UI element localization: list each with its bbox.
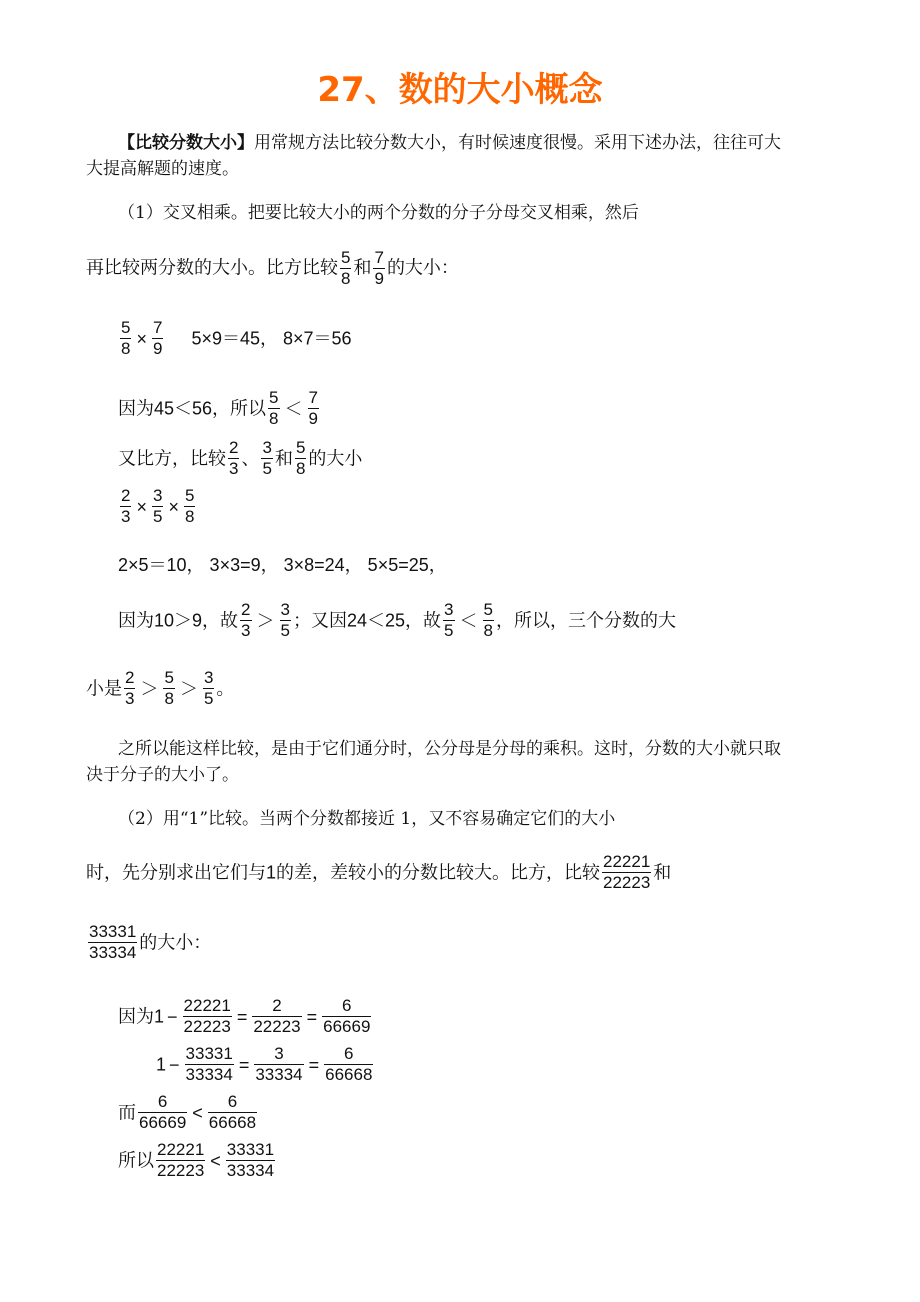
calc-text: 5×9＝45， 8×7＝56 — [191, 328, 352, 349]
text: 再比较两分数的大小。比方比较 — [86, 257, 338, 278]
fraction: $\frac{2}{3}$ — [229, 438, 239, 478]
text: 的大小： — [386, 257, 459, 278]
minus-sign: − — [169, 1054, 180, 1075]
fraction: $\frac{5}{8}$ — [269, 388, 279, 428]
intro-line-2: 大提高解题的速度。 — [86, 159, 239, 179]
text: 和 — [353, 257, 372, 278]
fraction: $\frac{2}{3}$ — [241, 600, 251, 640]
fraction: $\frac{7}{9}$ — [152, 318, 163, 358]
lt-sign: ＜ — [284, 398, 303, 419]
text: 因为10＞9，故 — [118, 610, 239, 631]
text: 1 — [156, 1054, 167, 1075]
text: 小是 — [86, 678, 122, 699]
times-sign: × — [136, 328, 147, 349]
text: 时，先分别求出它们与1的差，差较小的分数比较大。比方，比较 — [86, 862, 601, 883]
calc-row-1 — [118, 996, 373, 1037]
explain-line-1: 之所以能这样比较，是由于它们通分时，公分母是分母的乘积。这时，分数的大小就只取 — [118, 739, 781, 759]
fraction: $\frac{3}{5}$ — [203, 668, 214, 708]
products-row: 2×5＝10， 3×3=9， 3×8=24， 5×5=25， — [118, 555, 447, 575]
lt-sign: ＜ — [459, 610, 478, 631]
cross-multiply-row — [118, 318, 352, 359]
fraction: $\frac{22221}{22223}$ — [183, 996, 231, 1036]
text: ，所以，三个分数的大 — [495, 610, 676, 631]
fraction: $\frac{22221}{22223}$ — [157, 1140, 205, 1180]
fraction: $\frac{33331}{33334}$ — [185, 1044, 233, 1084]
text: 。 — [216, 678, 235, 699]
compare-row — [118, 1092, 259, 1133]
fraction: $\frac{5}{8}$ — [164, 668, 174, 708]
equals-sign: = — [236, 1006, 248, 1027]
fraction: $\frac{33331}{33334}$ — [226, 1140, 275, 1180]
intro-line-1 — [118, 130, 781, 156]
text: ；又因24＜25，故 — [292, 610, 442, 631]
fraction: $\frac{3}{5}$ — [262, 438, 272, 478]
text: 和 — [653, 862, 672, 883]
minus-sign: − — [167, 1006, 178, 1027]
lt-sign: < — [192, 1102, 203, 1123]
page-title: 27、数的大小概念 — [317, 70, 603, 110]
because-row-2 — [118, 600, 676, 641]
fraction: $\frac{6}{66668}$ — [325, 1044, 373, 1084]
text: 因为45＜56，所以 — [118, 398, 267, 419]
fraction-7-9: $\frac{7}{9}$ — [374, 248, 384, 288]
lt-sign: < — [210, 1150, 221, 1171]
triple-product-row — [118, 486, 197, 527]
text: 又比方，比较 — [118, 448, 226, 469]
equals-sign: = — [238, 1054, 250, 1075]
fraction: $\frac{6}{66669}$ — [323, 996, 371, 1036]
text: 而 — [118, 1102, 136, 1123]
gt-sign: ＞ — [256, 610, 275, 631]
fraction: $\frac{3}{5}$ — [152, 486, 163, 526]
fraction: $\frac{5}{8}$ — [184, 486, 195, 526]
fraction: $\frac{2}{3}$ — [125, 668, 135, 708]
intro-heading: 【比较分数大小】 — [118, 133, 254, 153]
fraction: $\frac{3}{5}$ — [444, 600, 454, 640]
gt-sign: ＞ — [179, 678, 198, 699]
fraction: $\frac{5}{8}$ — [483, 600, 493, 640]
explain-line-2: 决于分子的大小了。 — [86, 765, 239, 785]
text: 的大小： — [139, 932, 212, 953]
fraction: $\frac{2}{22223}$ — [253, 996, 301, 1036]
fraction: $\frac{5}{8}$ — [121, 318, 131, 358]
equals-sign: = — [308, 1054, 320, 1075]
times-sign: × — [136, 496, 147, 517]
also-row — [118, 438, 362, 479]
fraction: $\frac{7}{9}$ — [308, 388, 318, 428]
because-row-1 — [118, 388, 321, 429]
method2-line-1: （2）用“1”比较。当两个分数都接近 1，又不容易确定它们的大小 — [118, 809, 616, 829]
text: 和 — [274, 448, 293, 469]
fraction: $\frac{6}{66668}$ — [208, 1092, 257, 1132]
result-row — [86, 668, 234, 709]
times-sign: × — [168, 496, 179, 517]
text: 所以 — [118, 1150, 154, 1171]
text: 因为1 — [118, 1006, 165, 1027]
equals-sign: = — [306, 1006, 318, 1027]
text: 的大小 — [308, 448, 363, 469]
method1-line-1: （1）交叉相乘。把要比较大小的两个分数的分子分母交叉相乘，然后 — [118, 203, 639, 223]
fraction: $\frac{3}{33334}$ — [255, 1044, 303, 1084]
gt-sign: ＞ — [140, 678, 159, 699]
conclusion-row — [118, 1140, 277, 1181]
fraction-5-8: $\frac{5}{8}$ — [341, 248, 351, 288]
fraction: $\frac{33331}{33334}$ — [89, 922, 137, 962]
fraction: $\frac{2}{3}$ — [121, 486, 131, 526]
method2-line-3 — [86, 922, 211, 963]
intro-text-1: 用常规方法比较分数大小，有时候速度很慢。采用下述办法，往往可大 — [254, 133, 781, 153]
fraction: $\frac{6}{66669}$ — [139, 1092, 187, 1132]
text: 、 — [241, 448, 260, 469]
method2-line-2 — [86, 852, 671, 893]
method1-line-2 — [86, 248, 459, 289]
fraction: $\frac{5}{8}$ — [295, 438, 306, 478]
fraction: $\frac{22221}{22223}$ — [603, 852, 651, 892]
fraction: $\frac{3}{5}$ — [280, 600, 290, 640]
calc-row-2 — [156, 1044, 375, 1085]
